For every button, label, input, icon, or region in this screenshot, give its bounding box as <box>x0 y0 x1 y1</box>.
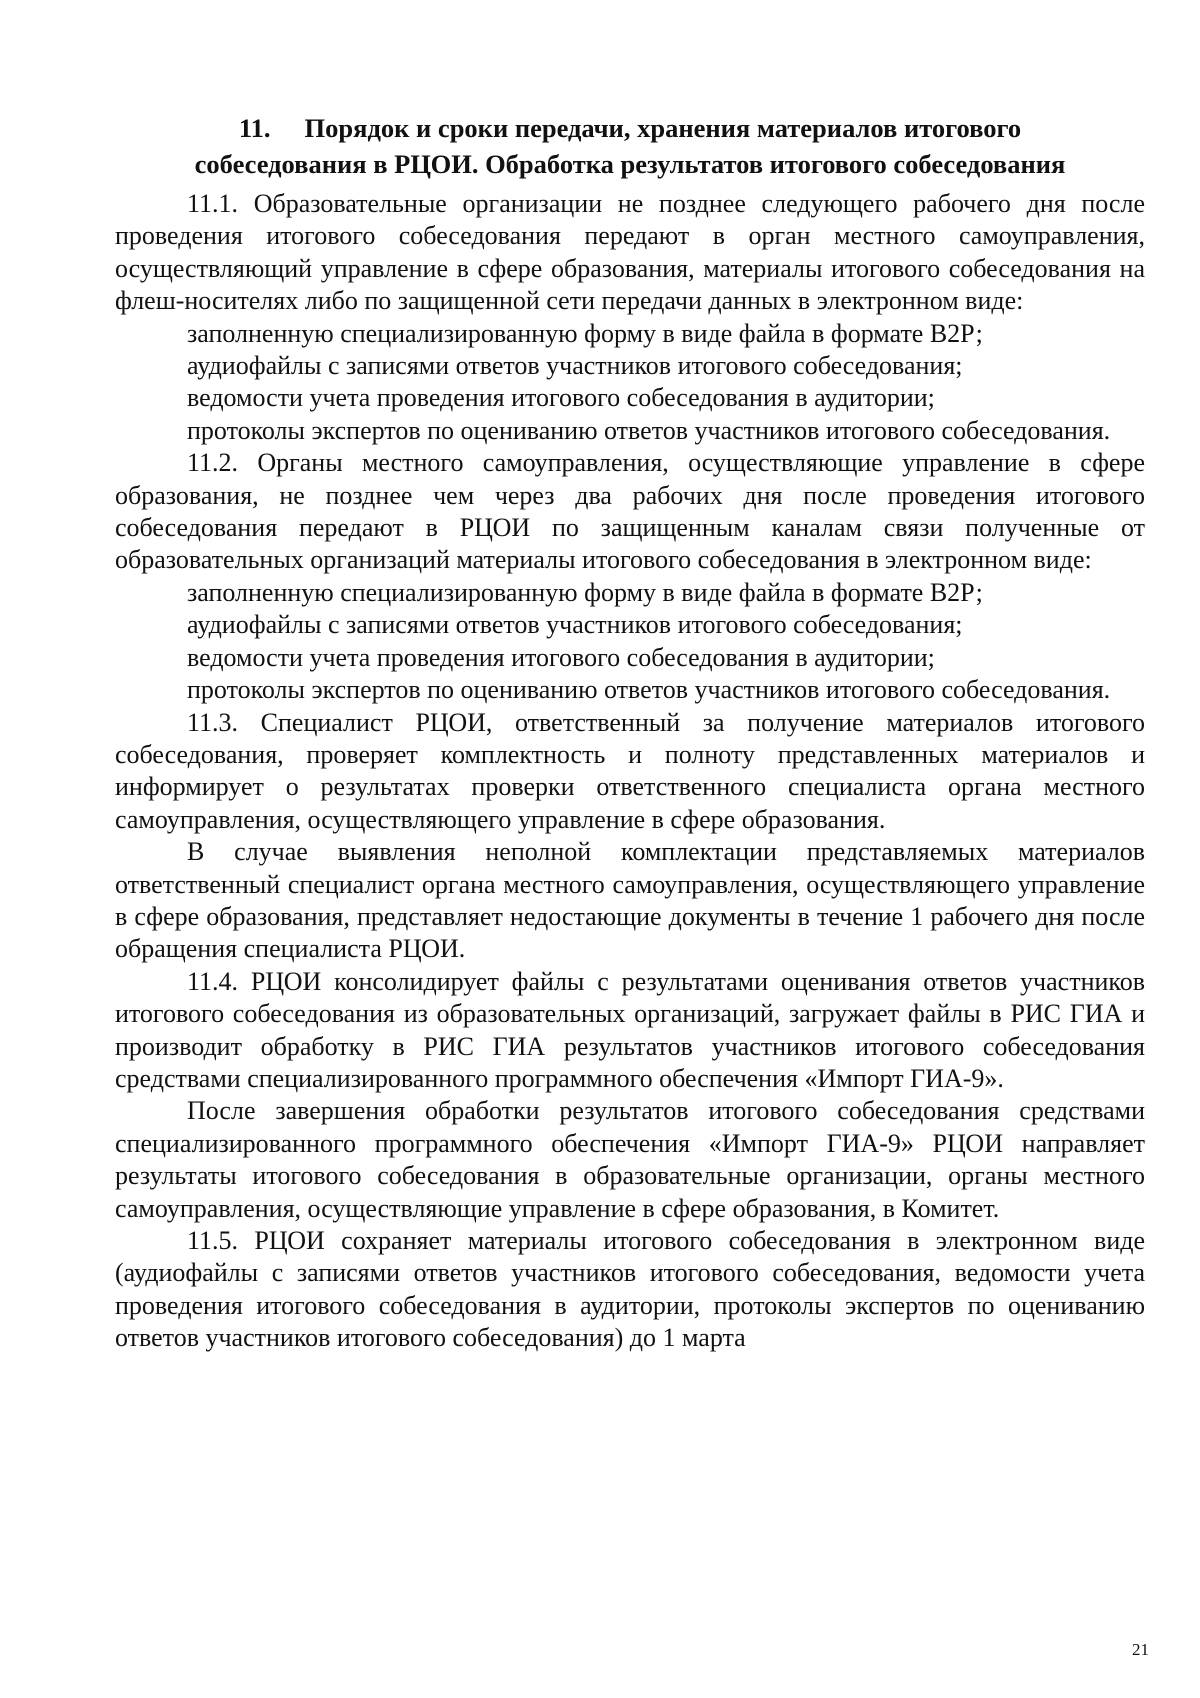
section-heading <box>115 110 1145 182</box>
list-item: ведомости учета проведения итогового собеседования в аудитории; <box>187 642 935 672</box>
list-item: аудиофайлы с записями ответов участников итогового собеседования; <box>187 610 963 640</box>
list-item: протоколы экспертов по оцениванию ответов участников итогового собеседования. <box>187 675 1111 705</box>
paragraph-11-3-incomplete: В случае выявления неполной комплектации представляемых материалов ответственный специалист органа местного самоуправления, осуществляющего управление в сфере образования, представляет недостающие документы в течение 1 рабочего дня после обращения специалиста РЦОИ. <box>115 837 1145 964</box>
paragraph-11-3: 11.3. Специалист РЦОИ, ответственный за получение материалов итогового собеседования, проверяет комплектность и полноту представленных материалов и информирует о результатах проверки ответственного специалиста органа местного самоуправления, осуществляющего управление в сфере образования. <box>115 707 1145 834</box>
list-item: заполненную специализированную форму в виде файла в формате В2Р; <box>187 577 983 607</box>
list-item: аудиофайлы с записями ответов участников итогового собеседования; <box>187 351 963 381</box>
paragraph-11-4-results: После завершения обработки результатов итогового собеседования средствами специализированного программного обеспечения «Импорт ГИА-9» РЦОИ направляет результаты итогового собеседования в образовательные организации, органы местного самоуправления, осуществляющие управление в сфере образования, в Комитет. <box>115 1096 1145 1223</box>
section-title-part-1: Порядок и сроки передачи, хранения материалов итогового <box>304 113 1022 143</box>
paragraph-11-4: 11.4. РЦОИ консолидирует файлы с результатами оценивания ответов участников итогового собеседования из образовательных организаций, загружает файлы в РИС ГИА и производит обработку в РИС ГИА результатов участников итогового собеседования средствами специализированного программного обеспечения «Импорт ГИА-9». <box>115 966 1145 1093</box>
paragraph-11-1: 11.1. Образовательные организации не позднее следующего рабочего дня после проведения итогового собеседования передают в орган местного самоуправления, осуществляющий управление в сфере образования, материалы итогового собеседования на флеш-носителях либо по защищенной сети передачи данных в электронном виде: <box>115 189 1145 316</box>
section-number: 11. <box>238 113 271 143</box>
section-heading-line-1 <box>115 110 1145 146</box>
paragraph-11-5: 11.5. РЦОИ сохраняет материалы итогового собеседования в электронном виде (аудиофайлы с записями ответов участников итогового собеседования, ведомости учета проведения итогового собеседования в аудитории, протоколы экспертов по оцениванию ответов участников итогового собеседования) до 1 марта <box>115 1226 1145 1353</box>
section-title-part-2: собеседования в РЦОИ. Обработка результатов итогового собеседования <box>194 149 1066 179</box>
page-number: 21 <box>1132 1640 1149 1659</box>
list-item: протоколы экспертов по оцениванию ответов участников итогового собеседования. <box>187 415 1111 445</box>
list-item: заполненную специализированную форму в виде файла в формате В2Р; <box>187 318 983 348</box>
section-body <box>115 188 1145 1355</box>
list-item: ведомости учета проведения итогового собеседования в аудитории; <box>187 383 935 413</box>
paragraph-11-2: 11.2. Органы местного самоуправления, осуществляющие управление в сфере образования, не позднее чем через два рабочих дня после проведения итогового собеседования передают в РЦОИ по защищенным каналам связи полученные от образовательных организаций материалы итогового собеседования в электронном виде: <box>115 448 1145 575</box>
document-page <box>115 110 1145 1355</box>
